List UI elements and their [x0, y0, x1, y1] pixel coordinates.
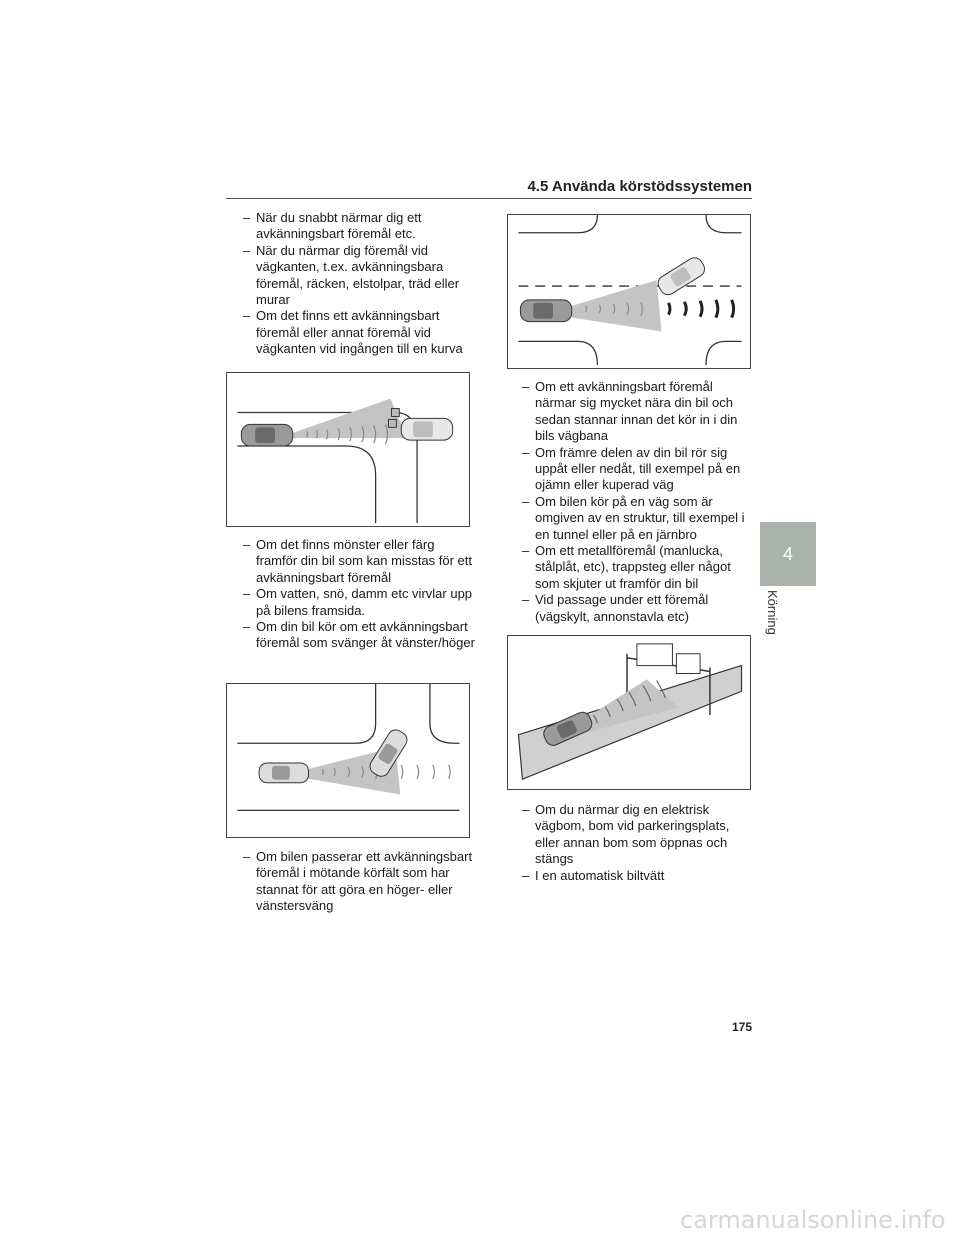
list-item: – Om främre delen av din bil rör sig uppåt eller nedåt, till exempel på en ojämn eller kuperad väg	[522, 445, 754, 494]
left-list-3	[243, 849, 475, 915]
list-item: – Om det finns ett avkänningsbart föremål eller annat föremål vid vägkanten vid ingången till en kurva	[243, 308, 475, 357]
right-list-2	[522, 802, 754, 884]
section-title: 4.5 Använda körstödssystemen	[527, 178, 752, 195]
list-item: – I en automatisk biltvätt	[522, 868, 754, 884]
list-item: – Om ett avkänningsbart föremål närmar sig mycket nära din bil och sedan stannar innan det kör in i din bils vägbana	[522, 379, 754, 445]
illustration-overhead-sign	[508, 636, 750, 789]
chapter-tab	[760, 522, 816, 586]
list-item: – Om bilen passerar ett avkänningsbart föremål i mötande körfält som har stannat för att göra en höger- eller vänstersväng	[243, 849, 475, 915]
page-number: 175	[731, 1020, 752, 1034]
left-list-2	[243, 537, 475, 652]
illustration-cutting-in	[508, 215, 750, 368]
list-item: – Om din bil kör om ett avkänningsbart föremål som svänger åt vänster/höger	[243, 619, 475, 652]
list-item: – Om du närmar dig en elektrisk vägbom, bom vid parkeringsplats, eller annan bom som öppnas och stängs	[522, 802, 754, 868]
right-list-1	[522, 379, 754, 625]
figure-curve-roadside	[226, 372, 470, 527]
figure-overhead-sign	[507, 635, 751, 790]
list-item: – Om det finns mönster eller färg framför din bil som kan misstas för ett avkänningsbart föremål	[243, 537, 475, 586]
chapter-label: Körning	[765, 590, 780, 635]
figure-overtaking-turning	[226, 683, 470, 838]
list-item: – När du närmar dig föremål vid vägkanten, t.ex. avkänningsbara föremål, räcken, elstolpar, träd eller murar	[243, 243, 475, 309]
list-item: – Vid passage under ett föremål (vägskylt, annonstavla etc)	[522, 592, 754, 625]
chapter-number: 4	[782, 543, 793, 564]
list-item: – Om ett metallföremål (manlucka, stålplåt, etc), trappsteg eller något som skjuter ut framför din bil	[522, 543, 754, 592]
figure-cutting-in	[507, 214, 751, 369]
left-list-1	[243, 210, 475, 358]
illustration-curve	[227, 373, 469, 526]
list-item: – När du snabbt närmar dig ett avkänningsbart föremål etc.	[243, 210, 475, 243]
list-item: – Om vatten, snö, damm etc virvlar upp på bilens framsida.	[243, 586, 475, 619]
header-rule	[226, 198, 752, 199]
list-item: – Om bilen kör på en väg som är omgiven av en struktur, till exempel i en tunnel eller på en järnbro	[522, 494, 754, 543]
illustration-overtaking	[227, 684, 469, 837]
watermark: carmanualsonline.info	[680, 1206, 946, 1234]
